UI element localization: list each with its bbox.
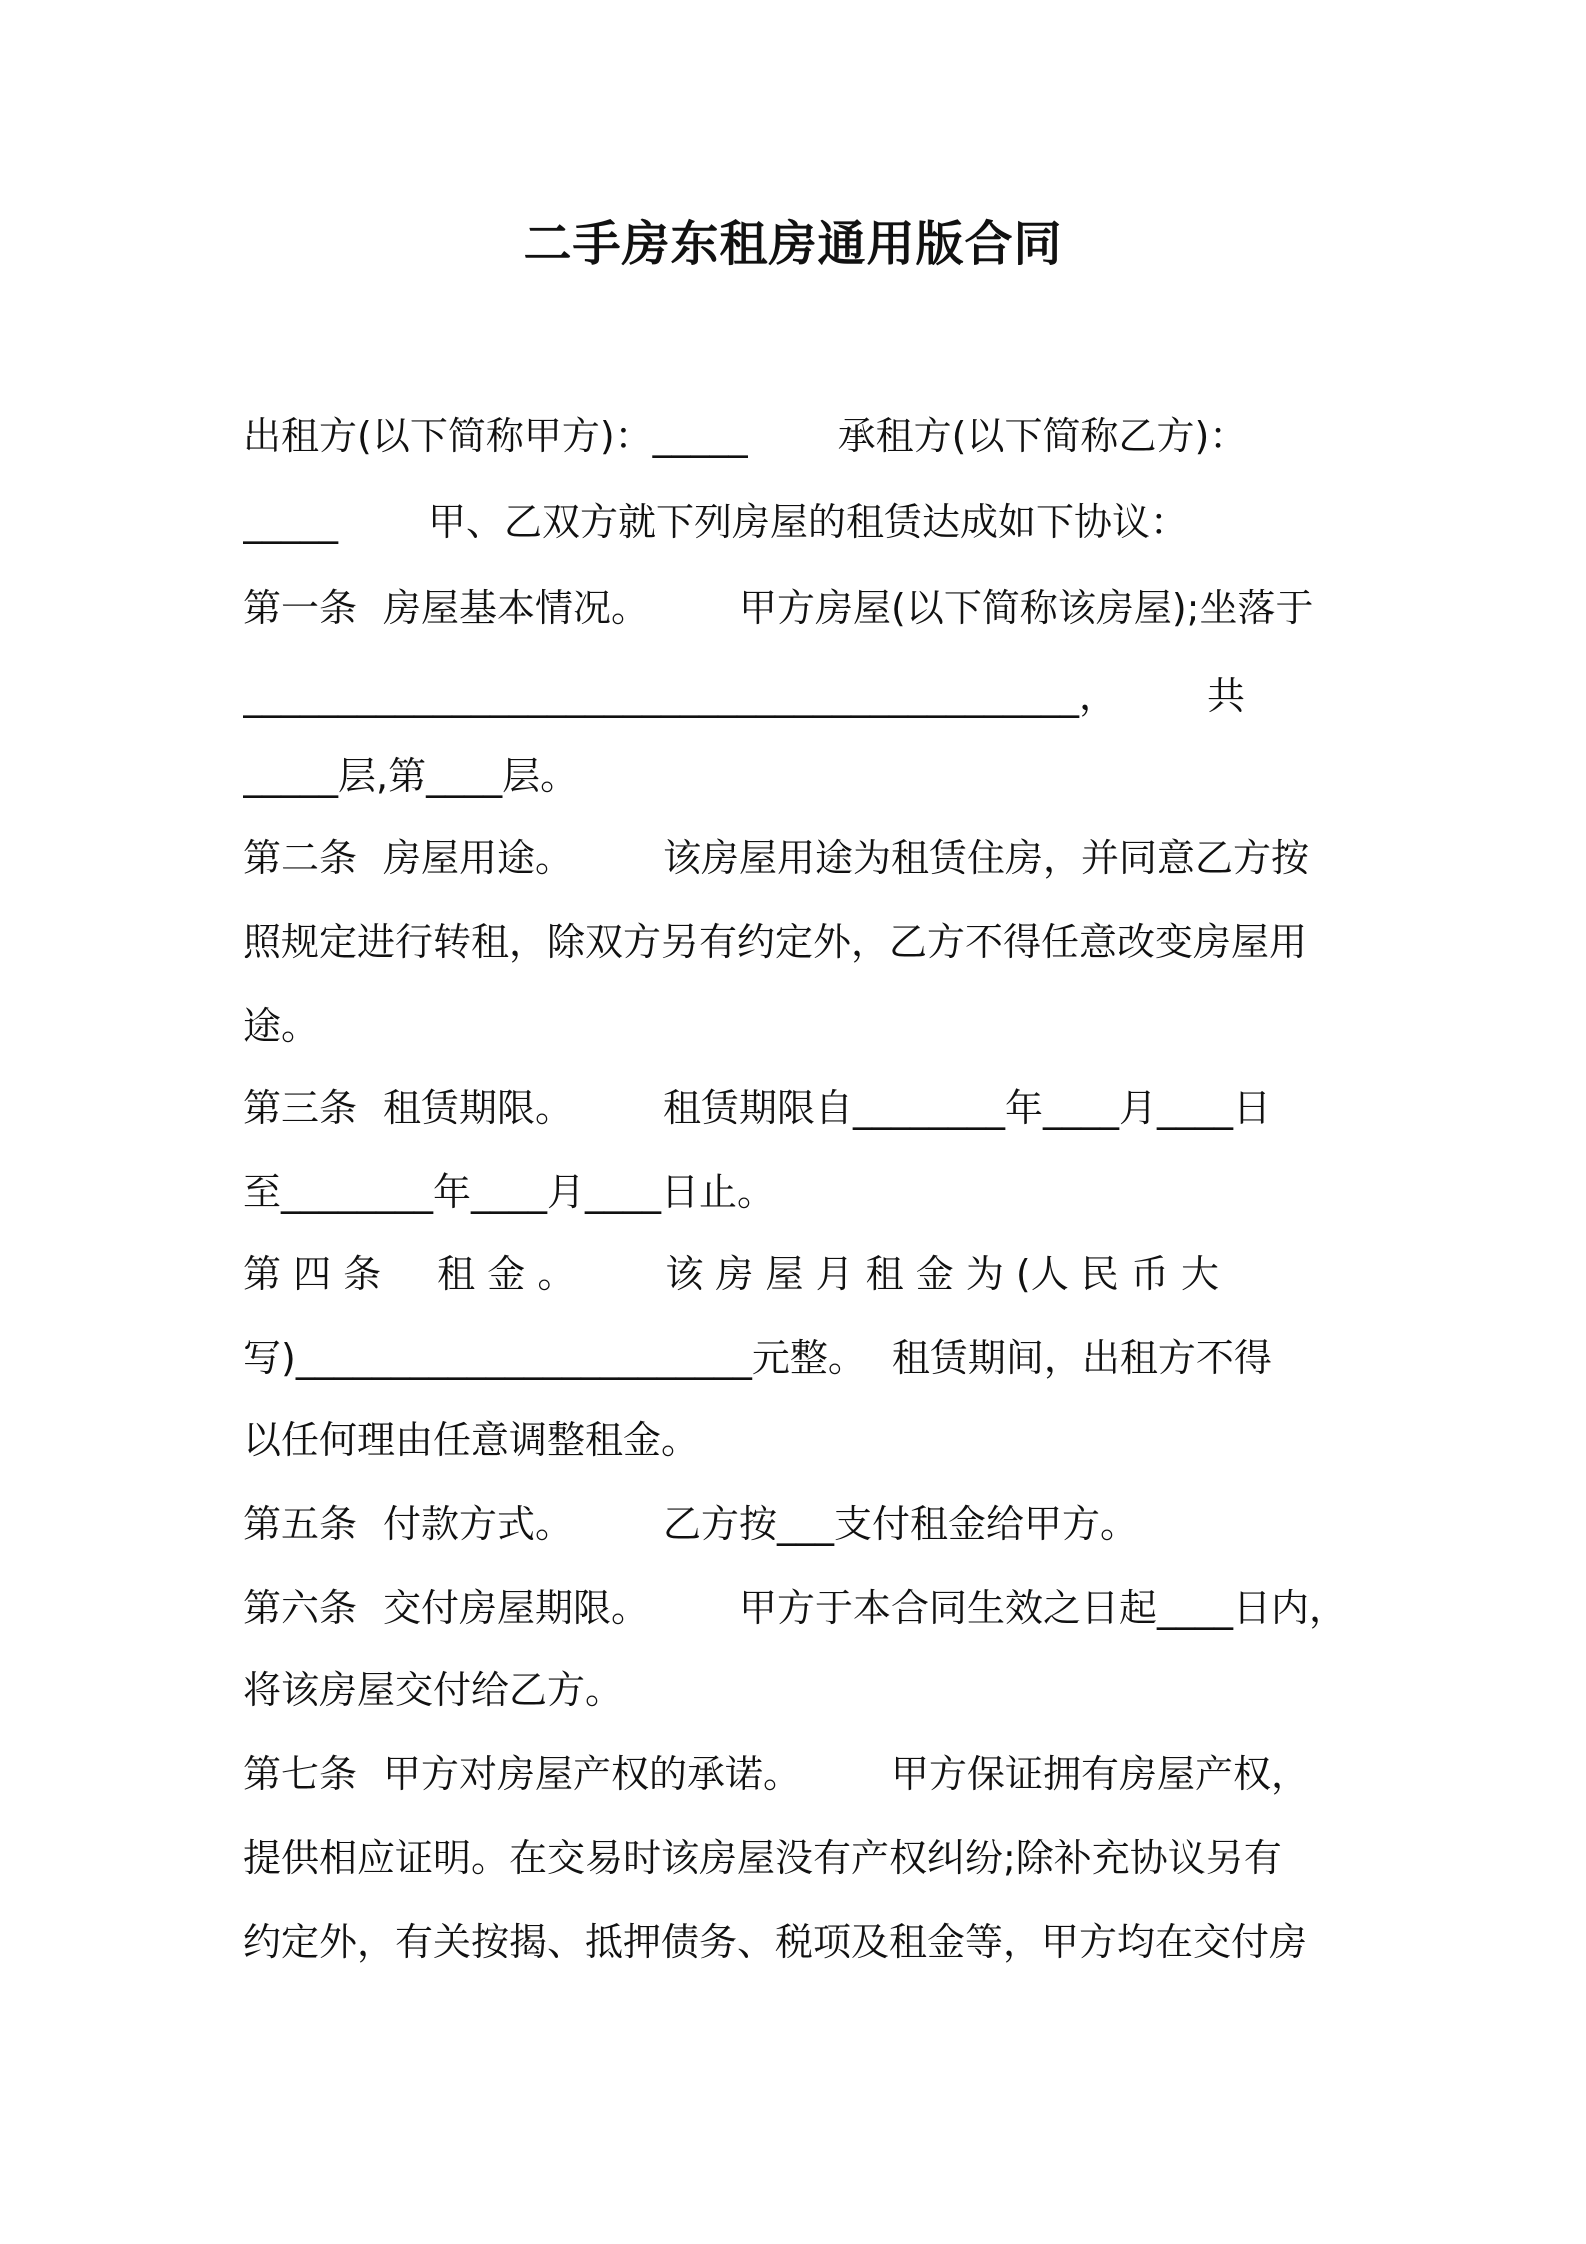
article-number: 第 四 条 — [243, 1252, 382, 1296]
text-line — [243, 1662, 1353, 1718]
text-segment: 途。 — [243, 1004, 320, 1048]
text-segment: 照规定进行转租，除双方另有约定外，乙方不得任意改变房屋用 — [243, 920, 1308, 964]
article-number: 第五条 — [243, 1502, 358, 1546]
article-5-heading — [243, 1496, 1353, 1552]
text-segment: 至________年____月____日止。 — [243, 1170, 776, 1214]
text-line — [243, 998, 1353, 1054]
article-6-heading — [243, 1580, 1353, 1636]
text-segment: _____ — [243, 500, 338, 544]
text-segment: 提供相应证明。在交易时该房屋没有产权纠纷;除补充协议另有 — [243, 1836, 1282, 1880]
text-segment: 将该房屋交付给乙方。 — [243, 1668, 624, 1712]
article-number: 第一条 — [243, 586, 358, 630]
article-3-heading — [243, 1080, 1353, 1136]
text-segment: 甲、乙双方就下列房屋的租赁达成如下协议： — [428, 500, 1189, 544]
text-line — [243, 1330, 1353, 1386]
text-segment: ____________________________________________， — [243, 674, 1118, 718]
article-1-heading — [243, 580, 1353, 636]
article-body: 租赁期限自________年____月____日 — [663, 1086, 1272, 1130]
text-segment: 承租方(以下简称乙方)： — [837, 414, 1248, 458]
text-segment: 共 — [1207, 674, 1246, 718]
article-body: 该房屋用途为租赁住房，并同意乙方按 — [663, 836, 1310, 880]
text-line — [243, 494, 1353, 550]
text-segment: _____层,第____层。 — [243, 754, 579, 798]
article-title: 房屋用途。 — [383, 836, 574, 880]
article-body: 甲方保证拥有房屋产权， — [891, 1752, 1310, 1796]
article-number: 第三条 — [243, 1086, 358, 1130]
text-line — [243, 408, 1353, 464]
article-7-heading — [243, 1746, 1353, 1802]
article-title: 甲方对房屋产权的承诺。 — [383, 1752, 802, 1796]
document-title: 二手房东租房通用版合同 — [523, 216, 1063, 272]
article-body: 该 房 屋 月 租 金 为 (人 民 币 大 — [665, 1252, 1219, 1296]
article-title: 租 金 。 — [437, 1252, 576, 1296]
text-segment: 出租方(以下简称甲方)：_____ — [243, 414, 748, 458]
article-title: 交付房屋期限。 — [383, 1586, 650, 1630]
text-segment: 约定外，有关按揭、抵押债务、税项及租金等，甲方均在交付房 — [243, 1920, 1308, 1964]
article-body: 甲方于本合同生效之日起____日内， — [739, 1586, 1348, 1630]
article-number: 第七条 — [243, 1752, 358, 1796]
text-line — [243, 1412, 1353, 1468]
article-title: 付款方式。 — [383, 1502, 574, 1546]
text-line — [243, 1914, 1353, 1970]
text-line — [243, 1830, 1353, 1886]
article-body: 乙方按___支付租金给甲方。 — [663, 1502, 1139, 1546]
article-2-heading — [243, 830, 1353, 886]
text-line — [243, 914, 1353, 970]
article-number: 第六条 — [243, 1586, 358, 1630]
text-line — [243, 1164, 1353, 1220]
article-title: 租赁期限。 — [383, 1086, 574, 1130]
article-title: 房屋基本情况。 — [383, 586, 650, 630]
text-segment: 写)________________________元整。 — [243, 1336, 866, 1380]
text-segment: 租赁期间，出租方不得 — [891, 1336, 1272, 1380]
article-number: 第二条 — [243, 836, 358, 880]
article-body: 甲方房屋(以下简称该房屋);坐落于 — [739, 586, 1314, 630]
article-4-heading — [243, 1246, 1353, 1302]
text-line — [243, 748, 1353, 804]
text-line — [243, 668, 1353, 724]
text-segment: 以任何理由任意调整租金。 — [243, 1418, 700, 1462]
